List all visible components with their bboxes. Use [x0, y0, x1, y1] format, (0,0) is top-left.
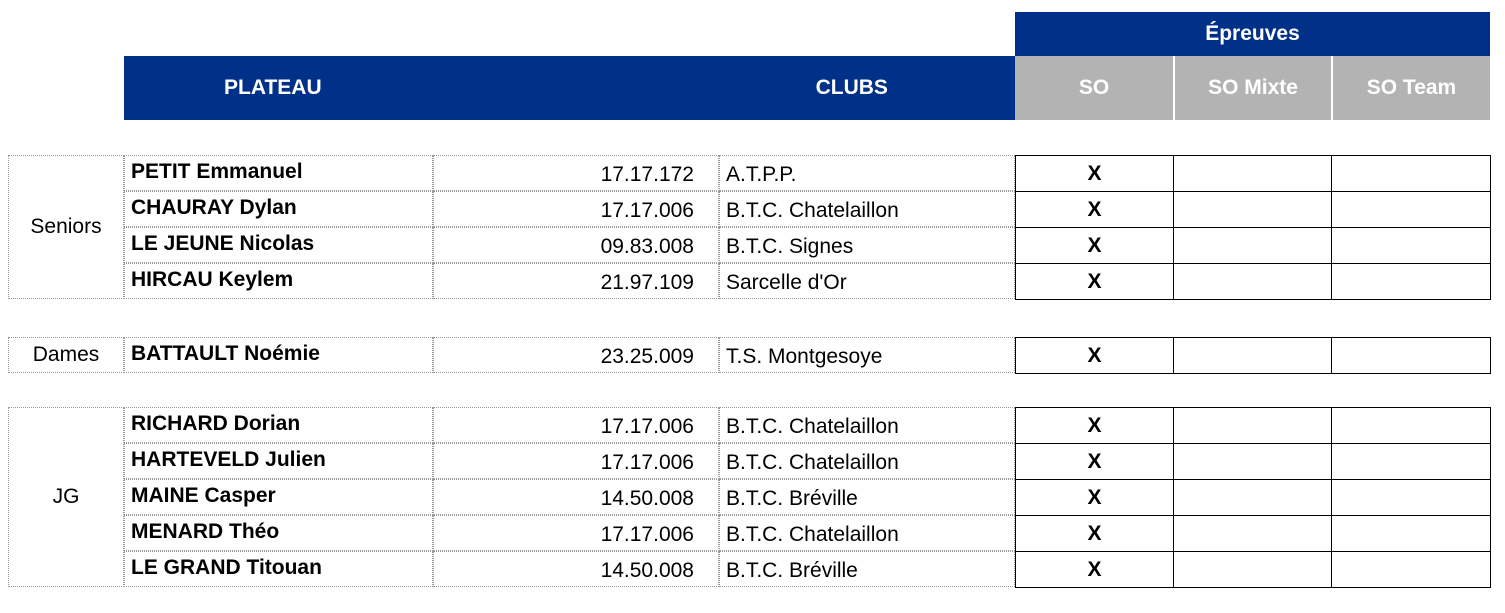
player-name: MENARD Théo: [124, 515, 433, 551]
club-name: B.T.C. Chatelaillon: [719, 515, 1015, 551]
event-mark-cell[interactable]: X: [1015, 191, 1174, 228]
category-cell: Dames: [8, 337, 124, 373]
player-name: PETIT Emmanuel: [124, 155, 433, 191]
license-code: 17.17.006: [433, 407, 719, 443]
club-name: B.T.C. Bréville: [719, 551, 1015, 587]
player-name: LE GRAND Titouan: [124, 551, 433, 587]
event-mark-cell[interactable]: [1173, 479, 1332, 516]
event-mark-cell[interactable]: [1331, 263, 1491, 300]
event-mark-cell[interactable]: [1331, 551, 1491, 588]
event-mark-cell[interactable]: X: [1015, 227, 1174, 264]
plateau-label: PLATEAU: [224, 76, 322, 99]
license-code: 23.25.009: [433, 337, 719, 373]
event-mark-cell[interactable]: [1331, 479, 1491, 516]
event-mark-cell[interactable]: [1173, 263, 1332, 300]
event-mark-cell[interactable]: X: [1015, 479, 1174, 516]
event-mark-cell[interactable]: [1331, 443, 1491, 480]
license-code: 17.17.006: [433, 515, 719, 551]
club-name: B.T.C. Chatelaillon: [719, 407, 1015, 443]
event-mark-cell[interactable]: X: [1015, 407, 1174, 444]
event-mark-cell[interactable]: [1173, 515, 1332, 552]
event-mark-cell[interactable]: [1173, 337, 1332, 374]
event-mark-cell[interactable]: [1173, 191, 1332, 228]
license-code: 17.17.172: [433, 155, 719, 191]
club-name: B.T.C. Signes: [719, 227, 1015, 263]
event-mark-cell[interactable]: [1173, 407, 1332, 444]
club-name: B.T.C. Chatelaillon: [719, 191, 1015, 227]
event-mark-cell[interactable]: X: [1015, 155, 1174, 192]
player-name: HIRCAU Keylem: [124, 263, 433, 299]
player-name: HARTEVELD Julien: [124, 443, 433, 479]
category-cell: JG: [8, 407, 124, 587]
event-mark-cell[interactable]: X: [1015, 337, 1174, 374]
event-mark-cell[interactable]: [1173, 155, 1332, 192]
event-mark-cell[interactable]: [1331, 155, 1491, 192]
player-name: CHAURAY Dylan: [124, 191, 433, 227]
event-mark-cell[interactable]: [1173, 443, 1332, 480]
epreuves-header: [1015, 12, 1490, 56]
player-name: BATTAULT Noémie: [124, 337, 433, 373]
license-code: 14.50.008: [433, 479, 719, 515]
event-header-so: SO: [1015, 56, 1173, 120]
event-mark-cell[interactable]: X: [1015, 443, 1174, 480]
player-name: LE JEUNE Nicolas: [124, 227, 433, 263]
club-name: A.T.P.P.: [719, 155, 1015, 191]
player-name: RICHARD Dorian: [124, 407, 433, 443]
event-mark-cell[interactable]: X: [1015, 263, 1174, 300]
license-code: 09.83.008: [433, 227, 719, 263]
player-name: MAINE Casper: [124, 479, 433, 515]
license-code: 14.50.008: [433, 551, 719, 587]
event-mark-cell[interactable]: [1331, 227, 1491, 264]
club-name: T.S. Montgesoye: [719, 337, 1015, 373]
plateau-header: [124, 56, 1015, 120]
event-mark-cell[interactable]: [1331, 407, 1491, 444]
event-mark-cell[interactable]: [1331, 337, 1491, 374]
event-header-so-mixte: SO Mixte: [1173, 56, 1331, 120]
event-mark-cell[interactable]: [1331, 515, 1491, 552]
club-name: B.T.C. Bréville: [719, 479, 1015, 515]
event-mark-cell[interactable]: [1173, 227, 1332, 264]
club-name: B.T.C. Chatelaillon: [719, 443, 1015, 479]
clubs-label: CLUBS: [815, 76, 888, 99]
license-code: 17.17.006: [433, 191, 719, 227]
event-mark-cell[interactable]: [1331, 191, 1491, 228]
category-cell: Seniors: [8, 155, 124, 299]
event-mark-cell[interactable]: X: [1015, 551, 1174, 588]
event-mark-cell[interactable]: [1173, 551, 1332, 588]
epreuves-label: Épreuves: [1205, 22, 1300, 45]
event-header-so-team: SO Team: [1331, 56, 1490, 120]
event-mark-cell[interactable]: X: [1015, 515, 1174, 552]
license-code: 17.17.006: [433, 443, 719, 479]
license-code: 21.97.109: [433, 263, 719, 299]
club-name: Sarcelle d'Or: [719, 263, 1015, 299]
